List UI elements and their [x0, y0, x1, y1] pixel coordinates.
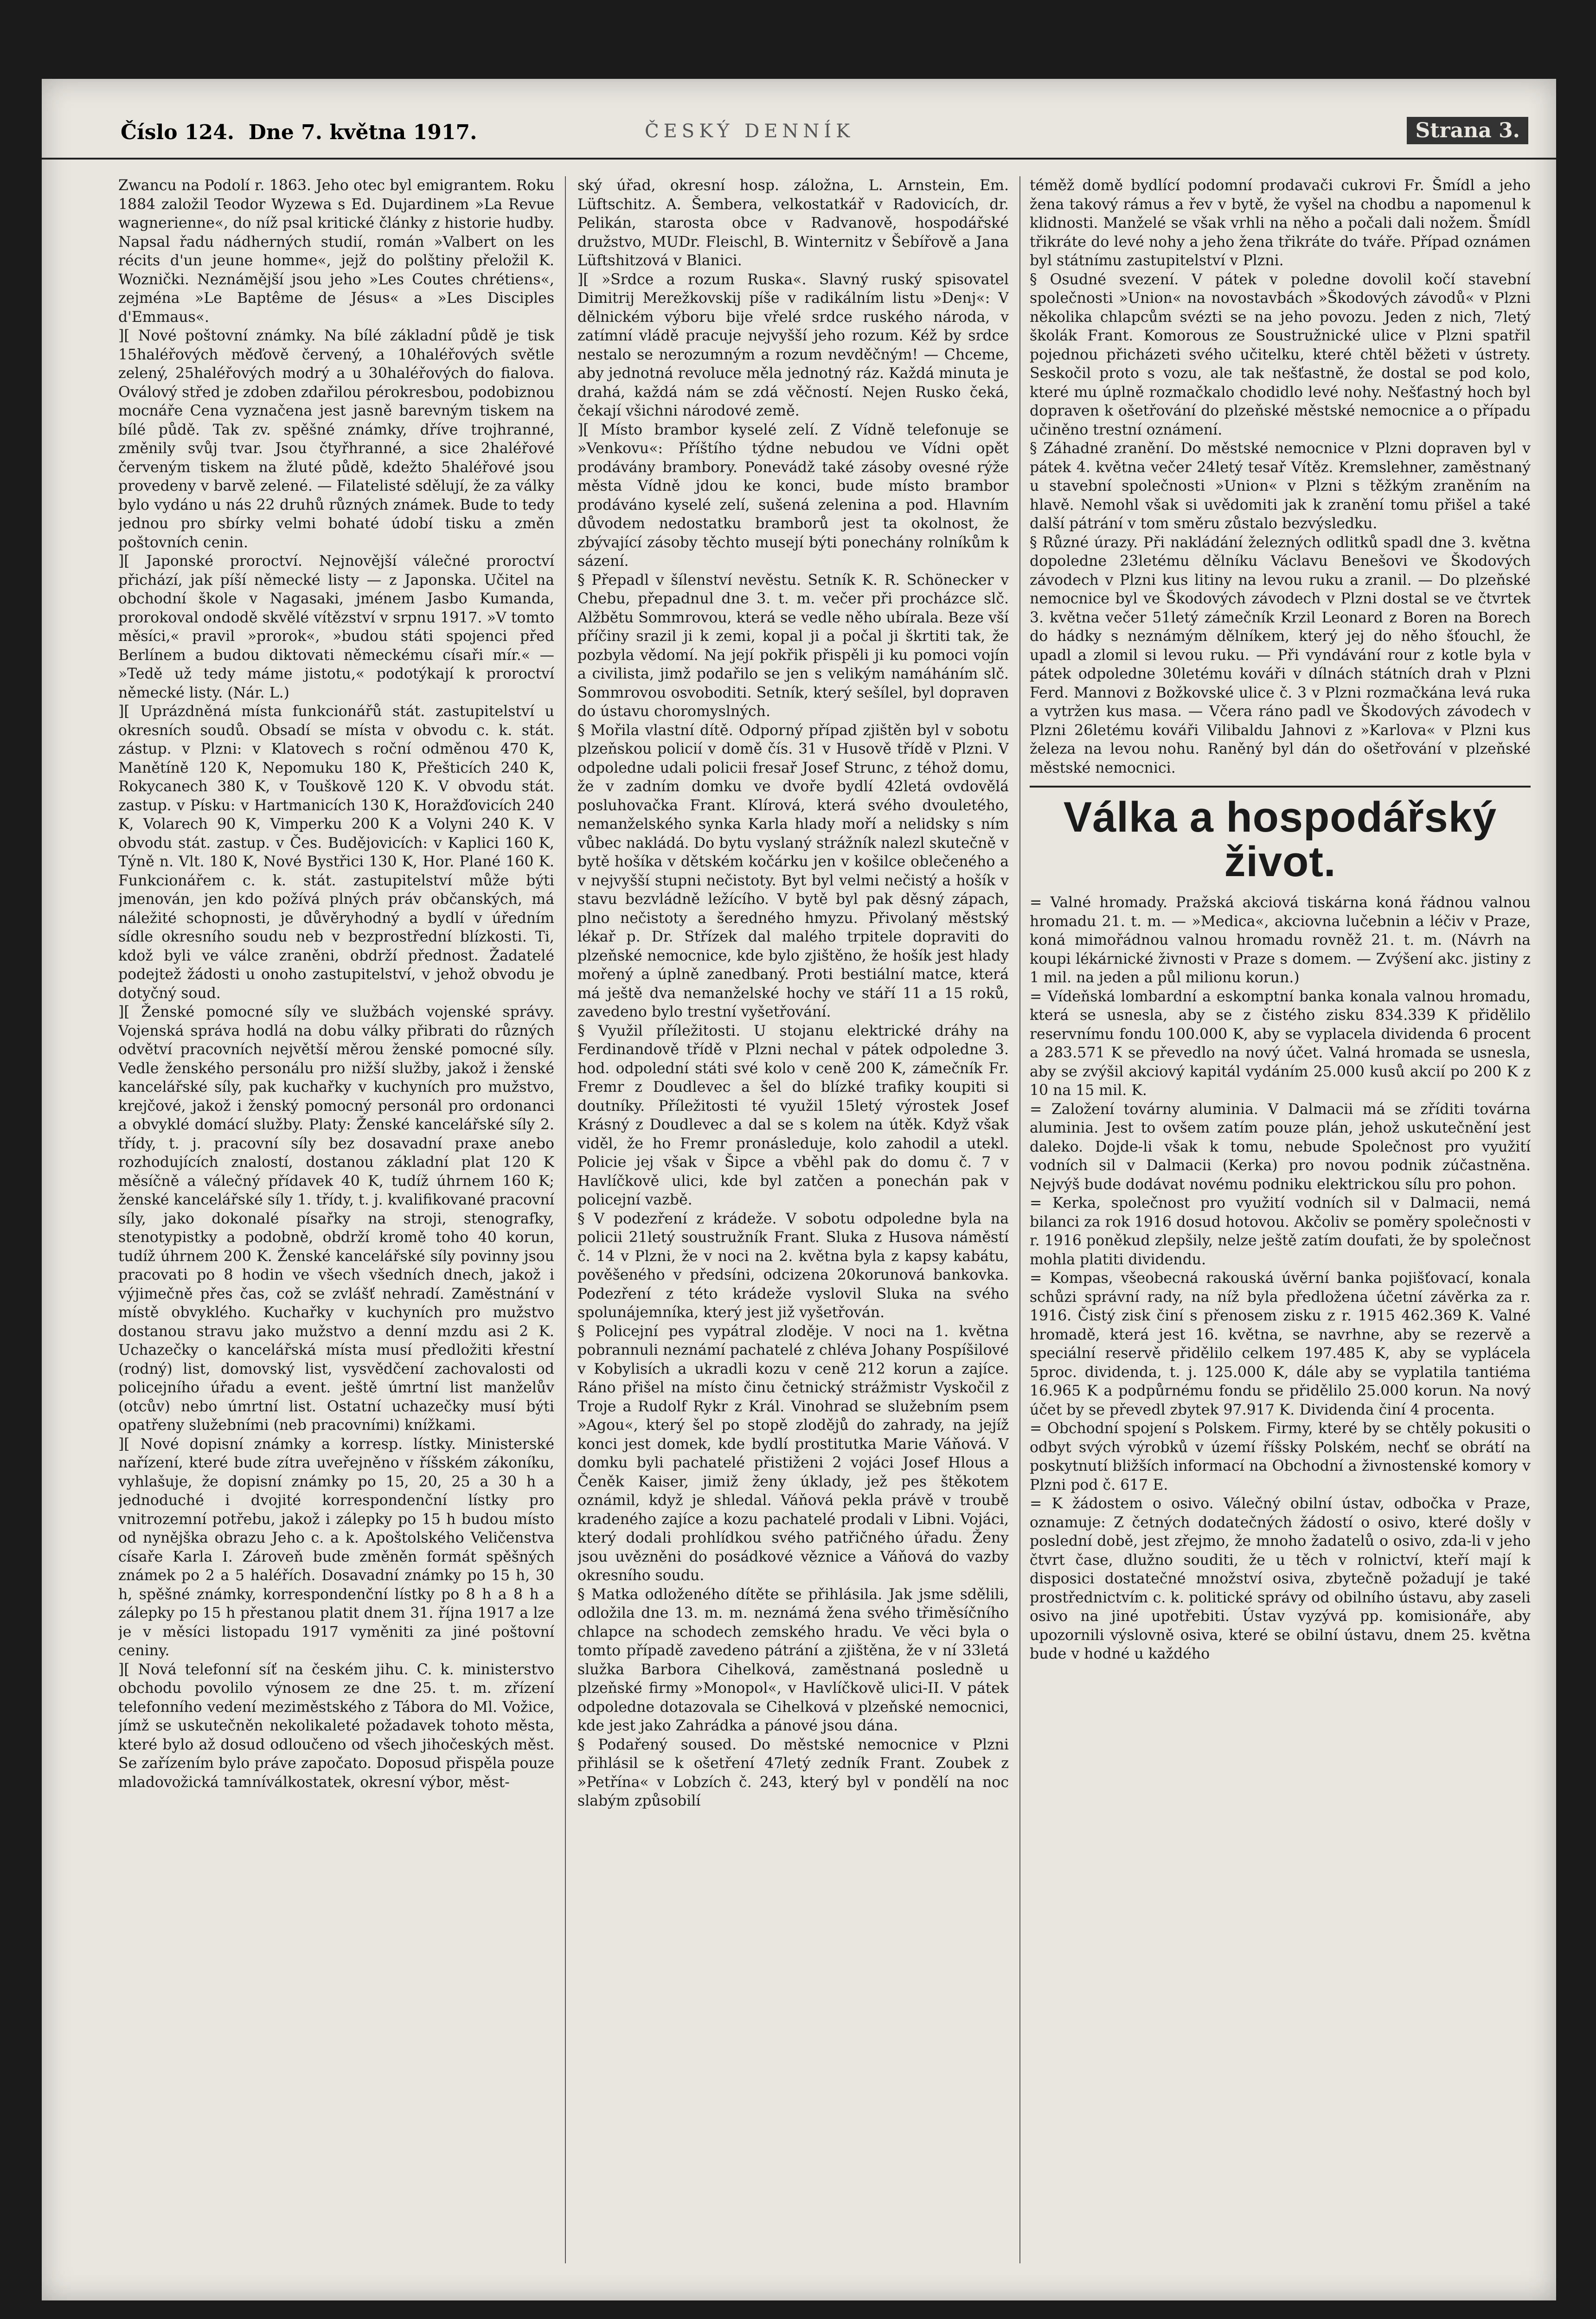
article-paragraph: = Kompas, všeobecná rakouská úvěrní banka pojišťovací, konala schůzi správní rady, na níž byla předložena účetní závěrka za r. 1916. Čistý zisk činí s přenosem zisku z r. 1915 462.369 K. Valné hromadě, která jest 16. května, se navrhne, aby se rezervě a speciální reservě přidělilo celkem 197.485 K, aby se vyplácela 5proc. dividenda, t. j. 125.000 K, dále aby se vyplatila tantiéma 16.965 K a podpůrnému fondu se přidělilo 25.000 korun. Na nový účet by se převedl zbytek 97.917 K. Dividenda činí 4 procenta. [1030, 1270, 1531, 1418]
article-paragraph: § Různé úrazy. Při nakládání železných odlitků spadl dne 3. května dopoledne 23letému dělníku Václavu Benešovi ve Škodových závodech v Plzni kus litiny na levou ruku a zranil. — Do plzeňské nemocnice byl ve Škodových závodech v Plzni dostal se ve čtvrtek 3. května večer 51letý zámečník Krzil Leonard z Boren na Borech do hádky s neznámým dělníkem, který jej do něho šťouchl, že upadl a zlomil si levou ruku. — Při vyndávání rour z kotle byla v pátek odpoledne 30letému kováři v dílnách státních drah v Plzni Ferd. Mannovi z Božkovské ulice č. 3 v Plzni rozmačkána levá ruka a vytržen kus masa. — Včera ráno padl ve Škodových závodech v Plzni 26letému kováři Vilibaldu Jahnovi z »Karlova« v Plzni kus železa na levou nohu. Raněný byl dán do ošetřování v plzeňské městské nemocnici. [1030, 534, 1531, 776]
article-paragraph: = Valné hromady. Pražská akciová tiskárna koná řádnou valnou hromadu 21. t. m. — »Medica«, akciovna lučebnin a léčiv v Praze, koná mimořádnou valnou hromadu rovněž 21. t. m. (Návrh na koupi lékárnické živnosti v Praze s domem. — Zvýšení akc. jistiny z 1 mil. na jeden a půl milionu korun.) [1030, 894, 1531, 986]
column-2 [577, 176, 1009, 2263]
article-paragraph: § Policejní pes vypátral zloděje. V noci na 1. května pobrannuli neznámí pachatelé z chléva Johany Pospíšilové v Kobylisích a ukradli kozu v ceně 212 korun a zajíce. Ráno přišel na místo činu četnický strážmistr Vyskočil z Troje a Rudolf Rykr z Král. Vinohrad se služebním psem »Agou«, který šel po stopě zlodějů do zahrady, na jejíž konci jest domek, kde bydlí prostitutka Marie Váňová. V domku byli pachatelé přistiženi 2 vojáci Josef Hlous a Čeněk Kaiser, jimiž ženy úklady, jež pes štěkotem oznámil, když je shledal. Váňová pekla právě v troubě kradeného zajíce a kozu pachatelé prodali v Libni. Vojáci, který dodali prohlídkou svého patřičného úřadu. Ženy jsou uvězněni do posádkové věznice a Váňová do vazby okresního soudu. [577, 1323, 1009, 1584]
article-paragraph: ][ Uprázdněná místa funkcionářů stát. zastupitelství u okresních soudů. Obsadí se místa v obvodu c. k. stát. zástup. v Plzni: v Klatovech s roční odměnou 470 K, Manětíně 120 K, Nepomuku 180 K, Přešticích 240 K, Rokycanech 380 K, v Touškově 120 K. V obvodu stát. zastup. v Písku: v Hartmanicích 130 K, Horažďovicích 240 K, Volarech 90 K, Vimperku 200 K a Volyni 240 K. V obvodu stát. zastup. v Čes. Budějovicích: v Kaplici 160 K, Týně n. Vlt. 180 K, Nové Bystřici 130 K, Hor. Plané 160 K. Funkcionářem c. k. stát. zastupitelství může býti jmenován, jen kdo požívá plných práv občanských, má náležité schopnosti, je důvěryhodný a bydlí v úředním sídle okresního soudu neb v bezprostřední blízkosti. Ti, kdož byli ve válce zraněni, obdrží přednost. Žadatelé podejtež žádosti u onoho zastupitelství, v jehož obvodu je dotyčný soud. [118, 703, 554, 1002]
article-paragraph: ][ »Srdce a rozum Ruska«. Slavný ruský spisovatel Dimitrij Merežkovskij píše v radikálním listu »Denj«: V dělnickém výboru bije vřelé srdce ruského národa, v zatímní vládě pracuje nejvyšší jeho rozum. Kéž by srdce nestalo se nerozumným a rozum nevděčným! — Chceme, aby jednotná revoluce měla jednotný ráz. Každá minuta je drahá, každá nám se zdá věčností. Nejen Rusko čeká, čekají všichni národové země. [577, 271, 1009, 419]
article-paragraph: = K žádostem o osivo. Válečný obilní ústav, odbočka v Praze, oznamuje: Z četných dodatečných žádostí o osivo, které došly v poslední době, jest zřejmo, že mnoho žadatelů o osivo, zda-li v jeho čtvrt čase, dlužno souditi, že u těch v rolnictví, kteří mají k disposici dostatečné množství osiva, zbytečně požadují je také prostřednictvím c. k. politické správy od obilního ústavu, aby zaseli osivo na jiné upotřebiti. Ústav vyzývá pp. komisionáře, aby upozornili výslovně osiva, které se obilní ústavu, dnem 25. května bude v hodné u každého [1030, 1495, 1531, 1662]
article-paragraph: ][ Ženské pomocné síly ve službách vojenské správy. Vojenská správa hodlá na dobu války přibrati do různých odvětví pracovních největší měrou ženské pomocné síly. Vedle ženského personálu pro nižší služby, jakož i ženské kancelářské síly, pak kuchařky v kuchyních pro mužstvo, krejčové, jakož i ženský pomocný personál pro ordonanci a obvyklé domácí služby. Platy: Ženské kancelářské síly 2. třídy, t. j. pracovní síly bez dosavadní praxe anebo rozhodujících znalostí, dostanou základní plat 120 K měsíčně a válečný přídavek 40 K, tudíž úhrnem 160 K; ženské kancelářské síly 1. třídy, t. j. kvalifikované pracovní síly, jako dokonalé písařky na stroji, stenografky, stenotypistky a podobně, obdrží kromě toho 40 korun, tudíž úhrnem 200 K. Ženské kancelářské síly povinny jsou pracovati po 8 hodin ve všech všedních dnech, jakož i výjimečně přes čas, což se zvlášť nehradí. Zaměstnání v místě obvyklého. Kuchařky v kuchyních pro mužstvo dostanou stravu jako mužstvo a denní mzdu asi 2 K. Uchazečky o kancelářská místa musí předložiti křestní (rodný) list, domovský list, vysvědčení zachovalosti od policejního úřadu a event. ještě úmrtní list manželův (otcův) nebo úmrtní list. Ostatní uchazečky musí býti opatřeny služebními (neb pracovními) knížkami. [118, 1004, 554, 1434]
issue-and-date [121, 121, 477, 144]
section-heading: Válka a hospodářský život. [1030, 786, 1531, 884]
article-paragraph: = Kerka, společnost pro využití vodních sil v Dalmacii, nemá bilanci za rok 1916 dosud hotovou. Akčoliv se poměry společnosti v r. 1916 poněkud zlepšily, nelze ještě zatím doufati, že by společnost mohla platiti dividendu. [1030, 1195, 1531, 1268]
article-paragraph: § Mořila vlastní dítě. Odporný případ zjištěn byl v sobotu plzeňskou policií v domě čís. 31 v Husově třídě v Plzni. V odpoledne udali policii fresař Josef Strunc, z téhož domu, že v zadním domku ve dvoře bydlí 42letá ovdovělá posluhovačka Frant. Klírová, která svého dvouletého, nemanželského synka Karla hlady moří a nelidsky s ním vůbec nakládá. Do bytu vyslaný strážník nalezl skutečně v bytě hošíka v dětském kočárku jen v košilce oblečeného a v nejvyšší stupni nečistoty. Byt byl velmi nečistý a hošík v stavu bezvládně ležícího. V bytě byl pak děsný zápach, plno nečistoty a šeredného hmyzu. Přivolaný městský lékař p. Dr. Střízek dal malého trpitele dopraviti do plzeňské nemocnice, kde bylo zjištěno, že hošík jest hlady mořený a úplně zanedbaný. Proti bestiální matce, která má ještě dva nemanželské hochy ve stáří 11 a 15 roků, zavedeno bylo trestní vyšetřování. [577, 722, 1009, 1020]
article-paragraph: ][ Místo brambor kyselé zelí. Z Vídně telefonuje se »Venkovu«: Příštího týdne nebudou ve Vídni opět prodávány brambory. Ponevádž také zásoby ovesné rýže města Vídně jdou ke konci, bude místo brambor prodáváno kyselé zelí, sušená zelenina a pod. Hlavním důvodem nedostatku bramborů jest ta okolnost, že zbývající zásoby těchto musejí býti ponechány rolníkům k sázení. [577, 421, 1009, 570]
article-paragraph: ][ Nová telefonní síť na českém jihu. C. k. ministerstvo obchodu povolilo výnosem ze dne 25. t. m. zřízení telefonního vedení meziměstského z Tábora do Ml. Vožice, jímž se uskutečněn nekolikaleté požadavek tohoto města, které bylo až dosud odloučeno od všech jihočeských měst. Se zařízením bylo práve započato. Doposud přispěla pouze mladovožická tamníválkostatek, okresní výbor, měst- [118, 1661, 554, 1791]
column-1 [118, 176, 554, 2263]
article-paragraph: § Matka odloženého dítěte se přihlásila. Jak jsme sdělili, odložila dne 13. m. m. neznámá žena svého třiměsíčního chlapce na schodech zemského hradu. Ve věci byla o tomto případě zavedeno pátrání a zjištěna, že v ní 33letá služka Barbora Cihelková, zaměstnaná posledně u plzeňské firmy »Monopol«, v Havlíčkově ulici-II. V pátek odpoledne dotazovala se Cihelková v plzeňské nemocnici, kde jest jako Zahrádka a pánové jsou dána. [577, 1586, 1009, 1734]
article-paragraph: Zwancu na Podolí r. 1863. Jeho otec byl emigrantem. Roku 1884 založil Teodor Wyzewa s Ed. Dujardinem »La Revue wagnerienne«, do níž psal kritické články z historie hudby. Napsal řadu nádherných studií, román »Valbert on les récits d'un jeune homme«, jejž do polštiny přeložil K. Woznički. Neznámější jsou jeho »Les Coutes chrétiens«, zejména »Le Baptême de Jésus« a »Les Disciples d'Emmaus«. [118, 177, 554, 326]
page-number: Strana 3. [1407, 117, 1528, 144]
article-paragraph: § Záhadné zranění. Do městské nemocnice v Plzni dopraven byl v pátek 4. května večer 24letý tesař Vítěz. Kremslehner, zaměstnaný u stavební společnosti »Union« v Plzni s těžkým zraněním na hlavě. Nemohl však si uvědomiti jak k zranění tomu přišel a také další pátrání v tom směru zůstalo bezvýsledku. [1030, 440, 1531, 532]
masthead: ČESKÝ DENNÍK [645, 121, 855, 142]
article-paragraph: § Osudné svezení. V pátek v poledne dovolil kočí stavební společnosti »Union« na novostavbách »Škodových závodů« v Plzni několika chlapcům svézti se na jeho povozu. Jeden z nich, 7letý školák Frant. Komorous ze Soustružnické ulice v Plzni spatřil pojednou přicházeti svého učitelku, které chtěl běžeti v ústrety. Seskočil proto s vozu, ale tak nešťastně, že dostal se pod kolo, které mu úplně rozmačkalo chodidlo levé nohy. Nešťastný hoch byl dopraven k ošetřování do plzeňské městské nemocnice a o případu učiněno trestní oznámení. [1030, 271, 1531, 438]
newspaper-page [42, 79, 1556, 2300]
article-paragraph: § Podařený soused. Do městské nemocnice v Plzni přihlásil se k ošetření 47letý zedník Frant. Zoubek z »Petřína« v Lobzích č. 243, který byl v pondělí na noc slabým způsobilí [577, 1736, 1009, 1809]
article-paragraph: ský úřad, okresní hosp. záložna, L. Arnstein, Em. Lüftschitz. A. Šembera, velkostatkář v Radovicích, dr. Pelikán, starosta obce v Radvanově, hospodářské družstvo, MUDr. Fleischl, B. Winternitz v Šebířově a Jana Lüftshitzová v Blanici. [577, 177, 1009, 269]
article-paragraph: = Vídeňská lombardní a eskomptní banka konala valnou hromadu, která se usnesla, aby se z čistého zisku 834.339 K přidělilo reservnímu fondu 100.000 K, aby se vyplacela dividenda 6 procent a 283.571 K se převedlo na nový účet. Valná hromada se usnesla, aby se zvýšil akciový kapitál vydáním 25.000 kusů akcií po 200 K z 10 na 15 mil. K. [1030, 988, 1531, 1099]
article-paragraph: ][ Nové dopisní známky a korresp. lístky. Ministerské nařízení, které bude zítra uveřejněno v říšském zákoníku, vyhlašuje, že dopisní známky po 15, 20, 25 a 30 h a jednoduché i dvojité korrespondenční lístky pro vnitrozemní potřebu, jakož i zálepky po 15 h budou místo od nynějška obrazu Jeho c. a k. Apoštolského Veličenstva císaře Karla I. Zároveň bude změněn formát spěšných známek po 2 a 5 haléřích. Dosavadní známky po 15 h, 30 h, spěšné známky, korrespondenční lístky po 8 h a 8 h a zálepky po 15 h přestanou platit dnem 31. října 1917 a lze je v měsíci listopadu 1917 vyměniti za jiné poštovní ceniny. [118, 1435, 554, 1659]
article-paragraph: téměž domě bydlící podomní prodavači cukrovi Fr. Šmídl a jeho žena takový rámus a řev v bytě, že vyšel na chodbu a napomenul k klidnosti. Manželé se však vrhli na něho a počali dali nožem. Šmídl třikráte do levé nohy a jeho žena třikráte do tváře. Případ oznámen byl státnímu zastupitelství v Plzni. [1030, 177, 1531, 269]
article-paragraph: = Obchodní spojení s Polskem. Firmy, které by se chtěly pokusiti o odbyt svých výrobků v území říšsky Polském, nechť se obrátí na poskytnutí bližších informací na Obchodní a živnostenské komory v Plzni pod č. 617 E. [1030, 1420, 1531, 1493]
article-paragraph: = Založení továrny aluminia. V Dalmacii má se zříditi továrna aluminia. Jest to ovšem zatím pouze plán, jehož uskutečnění jest daleko. Dojde-li však k tomu, nebude Společnost pro využití vodních sil v Dalmacii (Kerka) pro novou podnik zúčastněna. Nejvýš bude dodávat novému podniku elektrickou sílu pro pohon. [1030, 1101, 1531, 1193]
column-divider [1019, 176, 1020, 2263]
column-3 [1030, 176, 1531, 2263]
article-paragraph: § Přepadl v šílenství nevěstu. Setník K. R. Schönecker v Chebu, přepadnul dne 3. t. m. večer při procházce slč. Alžbětu Sommrovou, která se vedle něho ubírala. Beze vší příčiny srazil ji k zemi, kopal ji a počal ji škrtiti tak, že pozbyla vědomí. Na její pokřik přispěli ji ku pomoci vojín a civilista, jimž podařilo se jen s velikým namáháním slč. Sommrovou osvoboditi. Setník, který sešílel, byl dopraven do ústavu choromyslných. [577, 571, 1009, 720]
article-paragraph: ][ Japonské proroctví. Nejnovější válečné proroctví přichází, jak píší německé listy — z Japonska. Učitel na obchodní škole v Nagasaki, jménem Jasbo Kumanda, prorokoval ondodě skvělé vítězství v srpnu 1917. »V tomto měsíci,« pravil »prorok«, »budou státi spojenci před Berlínem a budou diktovati německému císaři mír.« — »Tedě už tedy máme jistotu,« podotýkají k proroctví německé listy. (Nár. L.) [118, 553, 554, 701]
article-paragraph: § V podezření z krádeže. V sobotu odpoledne byla na policii 21letý soustružník Frant. Sluka z Husova náměstí č. 14 v Plzni, že v noci na 2. května byla z kapsy kabátu, pověšeného v předsíni, odcizena 20korunová bankovka. Podezření z této krádeže vyslovil Sluka na svého spolunájemníka, který jest již vyšetřován. [577, 1210, 1009, 1321]
column-divider [565, 176, 566, 2263]
article-paragraph: § Využil příležitosti. U stojanu elektrické dráhy na Ferdinandově třídě v Plzni nechal v pátek odpoledne 3. hod. odpolední státi své kolo v ceně 200 K, zámečník Fr. Fremr z Doudlevec a šel do blízké trafiky koupiti si doutníky. Příležitosti té využil 15letý výrostek Josef Krásný z Doudlevec a dal se s kolem na útěk. Když však viděl, že ho Fremr pronásleduje, kolo zahodil a utekl. Policie jej však v Šipce a vběhl pak do domu č. 7 v Havlíčkově ulici, kde byl zatčen a ponechán pak v policejní vazbě. [577, 1022, 1009, 1208]
issue-number: Číslo 124. [121, 121, 235, 144]
article-paragraph: ][ Nové poštovní známky. Na bílé základní půdě je tisk 15haléřových měďově červený, a 10haléřových světle zelený, 25haléřových modrý a u 30haléřových do fialova. Oválový střed je zdoben zdařilou pérokresbou, podobiznou mocnáře Cena vyznačena jest jasně barevným tiskem na bílé půdě. Tak zv. spěšné známky, dříve trojhranné, změnily svůj tvar. Jsou čtyřhranné, a sice 2haléřové červeným tiskem na žluté půdě, kdežto 5haléřové jsou provedeny v barvě zelené. — Filatelisté sdělují, že za války bylo vydáno u nás 22 druhů různých známek. Bude to tedy jednou pro sbírky velmi bohaté údobí tisku a změn poštovních cenin. [118, 327, 554, 551]
issue-date: Dne 7. května 1917. [248, 121, 477, 144]
page-header [42, 116, 1556, 160]
